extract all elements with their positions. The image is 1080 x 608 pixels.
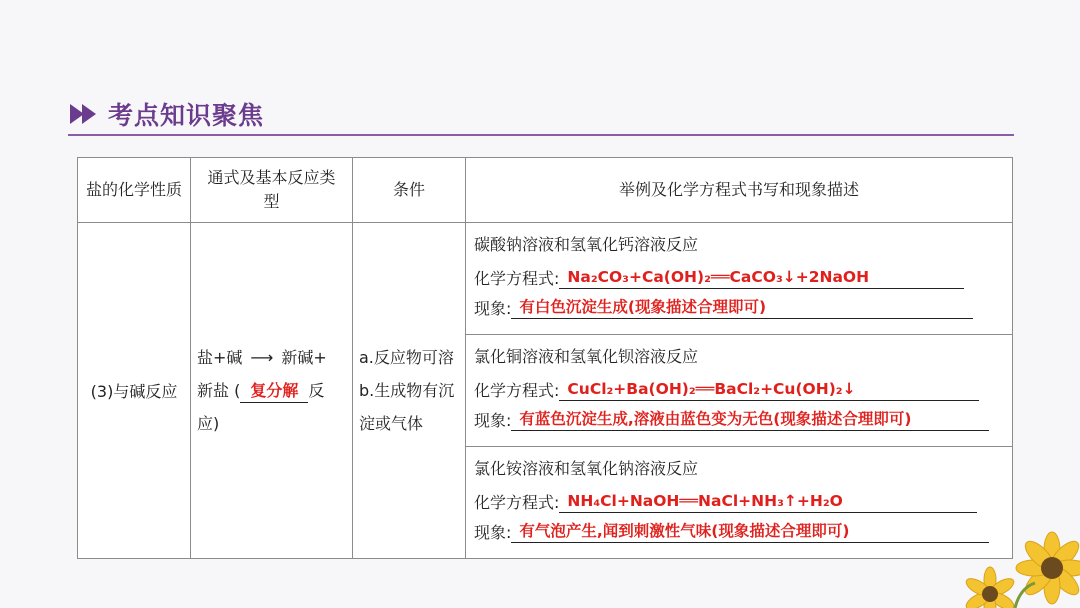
header-cell-condition: 条件 <box>353 158 466 223</box>
property-cell: (3)与碱反应 <box>78 223 191 559</box>
equation-answer: Na₂CO₃+Ca(OH)₂══CaCO₃↓+2NaOH <box>559 265 964 289</box>
example-title: 碳酸钠溶液和氢氧化钙溶液反应 <box>474 235 699 254</box>
header-cell-examples: 举例及化学方程式书写和现象描述 <box>466 158 1013 223</box>
equation-answer: CuCl₂+Ba(OH)₂══BaCl₂+Cu(OH)₂↓ <box>559 377 979 401</box>
equation-label: 化学方程式: <box>474 269 560 288</box>
general-right: 新碱+ <box>281 348 327 367</box>
example-title: 氯化铜溶液和氢氧化钡溶液反应 <box>474 347 699 366</box>
phenomenon-label: 现象: <box>474 523 512 542</box>
equation-label: 化学方程式: <box>474 381 560 400</box>
table-header-row <box>78 158 1013 223</box>
phenomenon-label: 现象: <box>474 299 512 318</box>
condition-b: b.生成物有沉淀或气体 <box>359 381 455 433</box>
example-title: 氯化铵溶液和氢氧化钠溶液反应 <box>474 459 699 478</box>
general-left: 盐+碱 <box>197 348 243 367</box>
equation-answer: NH₄Cl+NaOH══NaCl+NH₃↑+H₂O <box>559 489 977 513</box>
example-cell-2 <box>466 335 1013 447</box>
reaction-table <box>77 157 1013 559</box>
equation-label: 化学方程式: <box>474 493 560 512</box>
header-cell-general: 通式及基本反应类型 <box>191 158 353 223</box>
general-end: 应) <box>197 414 220 433</box>
example-cell-3 <box>466 447 1013 559</box>
header-cell-property: 盐的化学性质 <box>78 158 191 223</box>
general-formula-cell <box>191 223 353 559</box>
general-new-salt: 新盐 ( <box>197 381 241 400</box>
phenomenon-answer: 有蓝色沉淀生成,溶液由蓝色变为无色(现象描述合理即可) <box>511 407 989 431</box>
header-divider <box>68 134 1014 136</box>
arrow-icon: ⟶ <box>250 348 274 367</box>
sunflower-decoration <box>940 498 1080 608</box>
example-cell-1 <box>466 223 1013 335</box>
section-title: 考点知识聚焦 <box>108 101 265 130</box>
phenomenon-answer: 有气泡产生,闻到刺激性气味(现象描述合理即可) <box>511 519 989 543</box>
reaction-type-answer: 复分解 <box>240 380 308 403</box>
section-header <box>70 96 264 132</box>
phenomenon-answer: 有白色沉淀生成(现象描述合理即可) <box>511 295 973 319</box>
double-chevron-icon <box>70 104 94 124</box>
table-row <box>78 223 1013 335</box>
condition-cell <box>353 223 466 559</box>
phenomenon-label: 现象: <box>474 411 512 430</box>
condition-a: a.反应物可溶 <box>359 348 454 367</box>
general-after: 反 <box>308 381 325 400</box>
